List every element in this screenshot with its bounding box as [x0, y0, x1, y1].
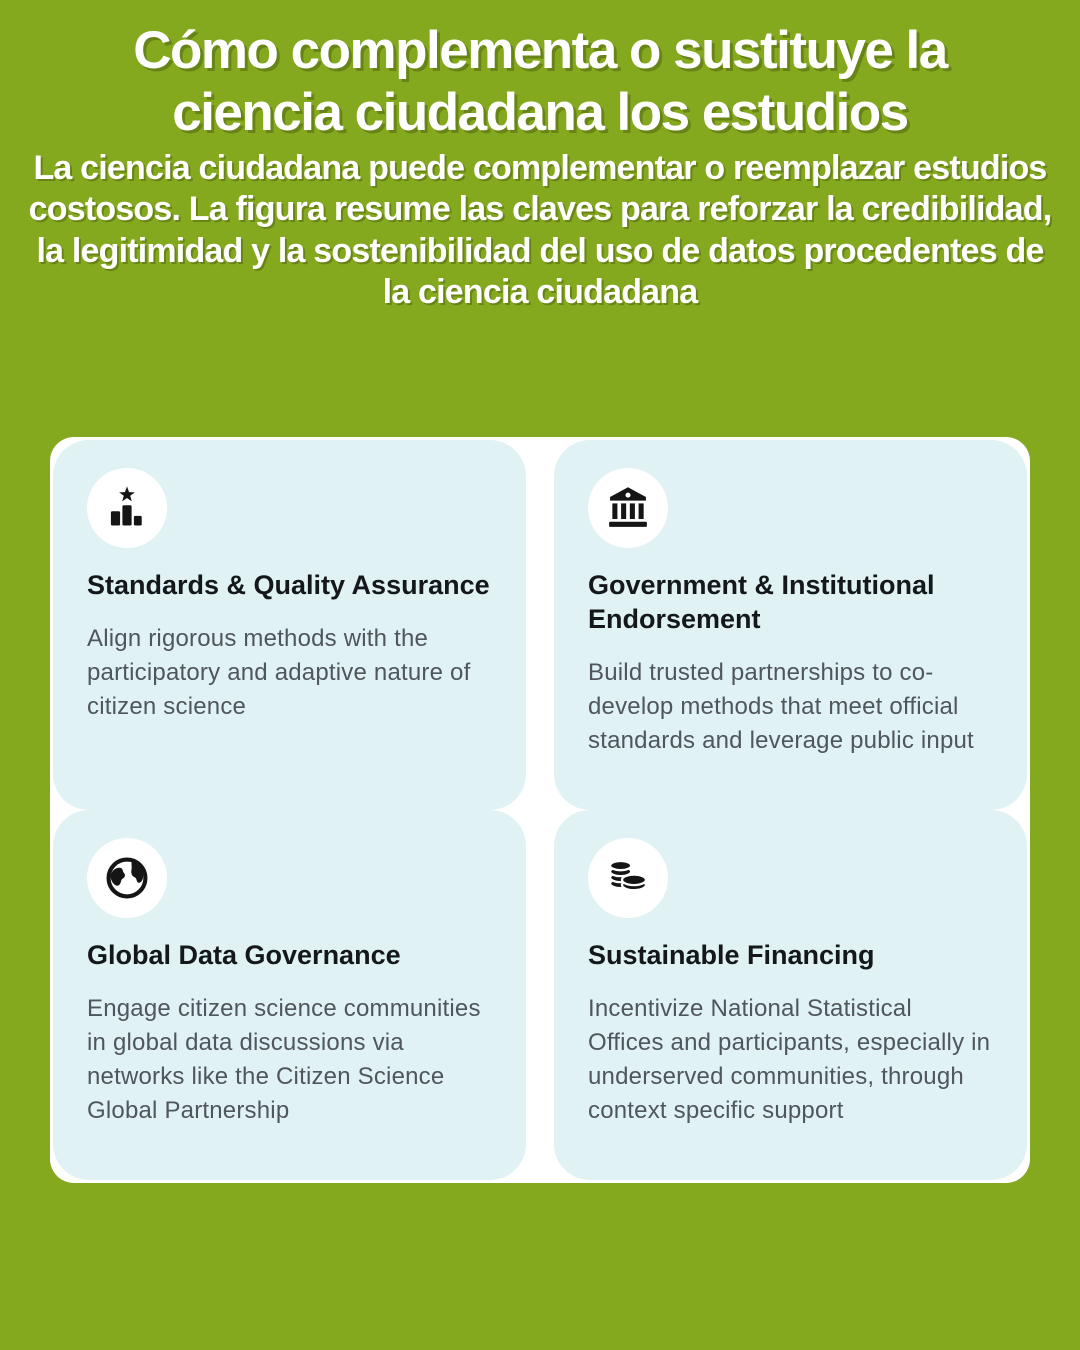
card-standards-quality — [53, 440, 526, 810]
card-body: Engage citizen science communities in global data discussions via networks like the Citizen Science Global Partnership — [87, 995, 481, 1125]
icon-circle — [588, 468, 668, 548]
card-body: Build trusted partnerships to co-develop methods that meet official standards and leverage public input — [588, 659, 974, 755]
card-government-endorsement — [554, 440, 1027, 810]
icon-circle — [87, 838, 167, 918]
coins-icon — [605, 855, 651, 901]
card-title: Government & Institutional Endorsement — [588, 570, 935, 635]
card-body: Incentivize National Statistical Offices and participants, especially in underserved communities, through context specific support — [588, 995, 991, 1125]
card-title: Sustainable Financing — [588, 940, 875, 970]
card-title: Global Data Governance — [87, 940, 401, 970]
header — [0, 0, 1080, 314]
icon-circle — [588, 838, 668, 918]
page-subtitle: La ciencia ciudadana puede complementar o reemplazar estudios costosos. La figura resume las claves para reforzar la credibilidad, la legitimidad y la sostenibilidad del uso de datos procedentes de la ciencia ciudadana — [28, 149, 1052, 312]
globe-icon — [104, 855, 150, 901]
card-sustainable-financing — [554, 810, 1027, 1180]
card-title: Standards & Quality Assurance — [87, 570, 490, 600]
card-grid — [50, 437, 1030, 1183]
icon-circle — [87, 468, 167, 548]
card-body: Align rigorous methods with the participatory and adaptive nature of citizen science — [87, 625, 471, 721]
card-global-data-governance — [53, 810, 526, 1180]
bank-icon — [605, 485, 651, 531]
page-title: Cómo complementa o sustituye la ciencia ciudadana los estudios — [133, 21, 947, 142]
ranking-star-icon — [104, 485, 150, 531]
